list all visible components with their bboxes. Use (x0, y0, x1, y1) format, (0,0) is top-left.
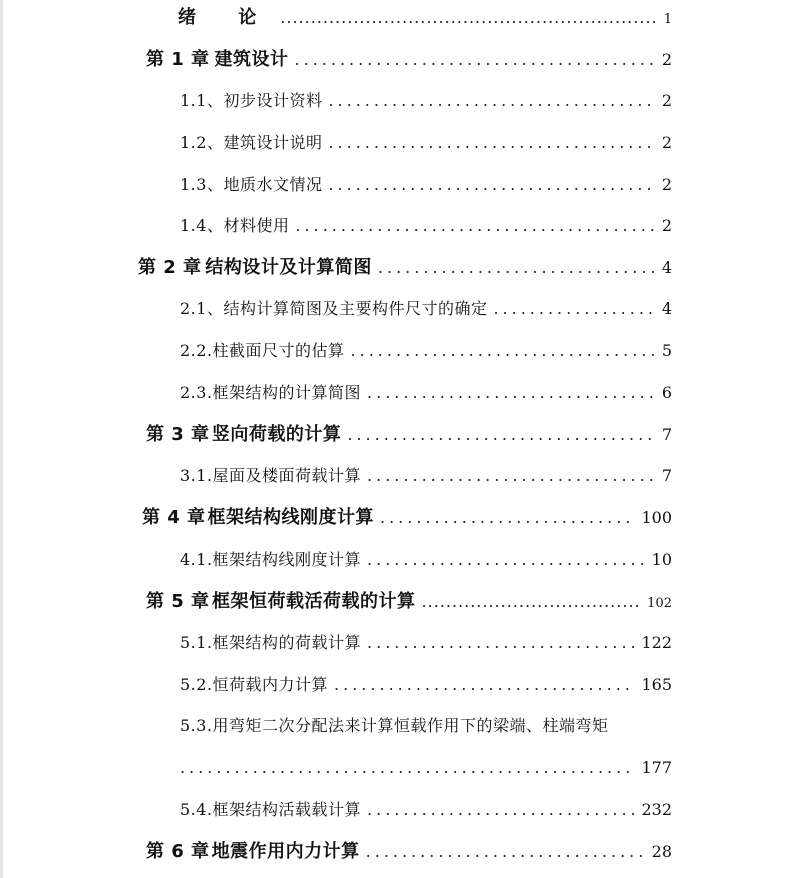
toc-entry-page: 102 (647, 596, 672, 611)
dot-leader (367, 547, 646, 573)
toc-chapter-5[interactable] (146, 589, 672, 615)
toc-entry-label: 5.4.框架结构活载载计算 (180, 800, 362, 819)
dot-leader (295, 47, 656, 73)
toc-entry-page: 10 (651, 550, 672, 569)
dot-leader (328, 88, 655, 114)
toc-chapter-4[interactable] (142, 505, 672, 531)
toc-entry-page: 7 (661, 466, 672, 485)
toc-entry-label: 结构设计及计算简图 (205, 257, 372, 278)
toc-entry-label: 框架恒荷载活荷载的计算 (212, 591, 416, 612)
toc-entry-page: 6 (661, 383, 672, 402)
toc-entry-page: 1 (663, 12, 672, 27)
toc-entry-page: 4 (661, 258, 672, 277)
toc-entry-label: 5.1.框架结构的荷载计算 (180, 633, 362, 652)
toc-entry-page: 7 (661, 425, 672, 444)
toc-section-2-2[interactable] (180, 338, 672, 364)
toc-section-1-3[interactable] (180, 172, 672, 198)
toc-entry-page: 2 (661, 91, 672, 110)
toc-entry-label: 4.1.框架结构线刚度计算 (180, 550, 362, 569)
toc-entry-label: 1.1、初步设计资料 (180, 91, 323, 110)
toc-section-3-1[interactable] (180, 463, 672, 489)
dot-leader (380, 505, 635, 531)
dot-leader (280, 5, 657, 31)
toc-entry-line-2 (180, 755, 672, 781)
dot-leader (180, 755, 635, 781)
toc-chapter-3[interactable] (146, 422, 672, 448)
toc-entry-label: 5.3.用弯矩二次分配法来计算恒载作用下的梁端、柱端弯矩 (180, 716, 609, 735)
toc-section-5-4[interactable] (180, 797, 672, 823)
toc-section-5-1[interactable] (180, 630, 672, 656)
chapter-number: 第 4 章 (142, 507, 206, 528)
dot-leader (351, 338, 656, 364)
toc-section-2-3[interactable] (180, 380, 672, 406)
toc-section-5-2[interactable] (180, 672, 672, 698)
toc-entry-label: 建筑设计 (214, 49, 289, 70)
toc-entry-label: 1.4、材料使用 (180, 216, 290, 235)
chapter-number: 第 3 章 (146, 424, 210, 445)
toc-entry-label: 2.3.框架结构的计算简图 (180, 383, 362, 402)
dot-leader (334, 672, 635, 698)
toc-section-2-1[interactable] (180, 296, 672, 322)
dot-leader (328, 172, 655, 198)
toc-entry-page: 2 (661, 50, 672, 69)
dot-leader (422, 589, 642, 615)
dot-leader (347, 422, 655, 448)
toc-entry-page: 4 (661, 299, 672, 318)
toc-entry-label: 3.1.屋面及楼面荷载计算 (180, 466, 362, 485)
dot-leader (367, 380, 656, 406)
toc-entry-label: 框架结构线刚度计算 (207, 507, 374, 528)
toc-entry-page: 122 (641, 633, 672, 652)
toc-entry-page: 177 (641, 758, 672, 777)
dot-leader (367, 630, 635, 656)
toc-section-1-4[interactable] (180, 213, 672, 239)
toc-entry-page: 2 (661, 175, 672, 194)
toc-entry-label: 1.3、地质水文情况 (180, 175, 323, 194)
toc-entry-label: 竖向荷载的计算 (211, 424, 342, 445)
toc-entry-page: 5 (661, 341, 672, 360)
dot-leader (328, 130, 655, 156)
toc-section-1-2[interactable] (180, 130, 672, 156)
toc-entry-label: 地震作用内力计算 (211, 841, 360, 862)
dot-leader (295, 213, 655, 239)
chapter-number: 第 6 章 (146, 841, 210, 862)
toc-chapter-1[interactable] (146, 47, 672, 73)
toc-chapter-2[interactable] (138, 255, 672, 281)
toc-entry-label: 1.2、建筑设计说明 (180, 133, 323, 152)
dot-leader (493, 296, 655, 322)
chapter-number: 第 1 章 (146, 49, 210, 70)
toc-entry-page: 28 (651, 842, 672, 861)
toc-chapter-6[interactable] (146, 839, 672, 865)
toc-entry-label: 2.1、结构计算简图及主要构件尺寸的确定 (180, 299, 488, 318)
toc-entry-line-1 (180, 713, 672, 739)
toc-section-4-1[interactable] (180, 547, 672, 573)
dot-leader (367, 797, 635, 823)
toc-entry-label: 2.2.柱截面尺寸的估算 (180, 341, 345, 360)
toc-entry-page: 2 (661, 216, 672, 235)
chapter-number: 第 5 章 (146, 591, 210, 612)
toc-entry-label: 5.2.恒荷载内力计算 (180, 675, 329, 694)
toc-section-1-1[interactable] (180, 88, 672, 114)
toc-entry-page: 232 (641, 800, 672, 819)
dot-leader (366, 839, 646, 865)
toc-entry-page: 100 (641, 508, 672, 527)
dot-leader (378, 255, 656, 281)
chapter-number: 第 2 章 (138, 257, 202, 278)
toc-entry-label: 绪 论 (178, 7, 275, 28)
toc-entry-intro[interactable] (178, 5, 672, 31)
toc-entry-page: 2 (661, 133, 672, 152)
toc-entry-page: 165 (641, 675, 672, 694)
dot-leader (367, 463, 656, 489)
